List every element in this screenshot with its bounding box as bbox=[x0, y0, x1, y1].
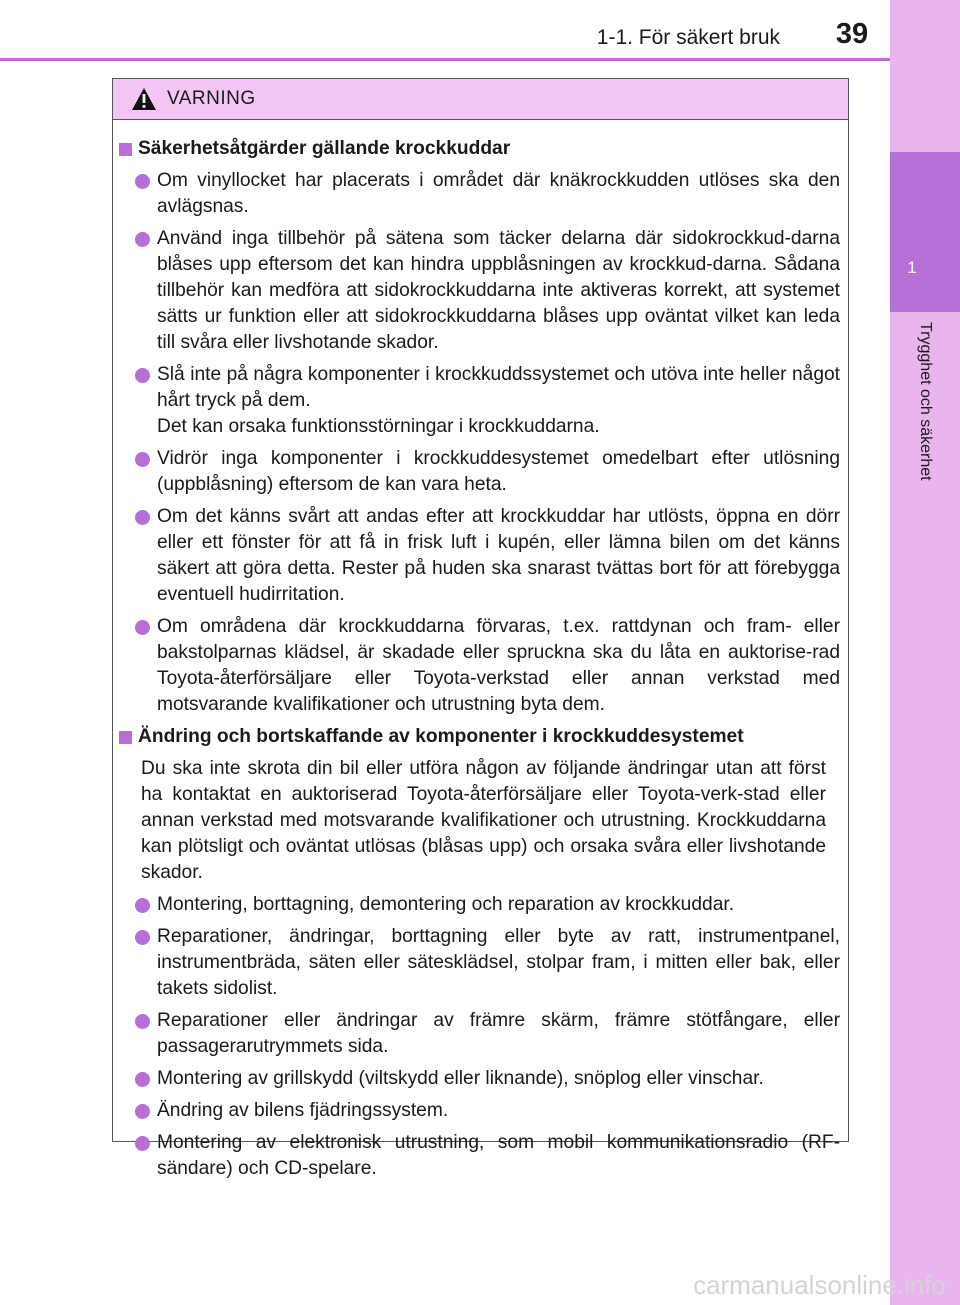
list-item bbox=[135, 226, 840, 356]
header-divider bbox=[0, 58, 890, 61]
list-item bbox=[135, 362, 840, 440]
list-item-text: Ändring av bilens fjädringssystem. bbox=[157, 1100, 449, 1121]
page-number: 39 bbox=[835, 18, 869, 50]
list-item-text: Reparationer, ändringar, borttagning eller byte av ratt, instrumentpanel, instrumentbräda, säten eller sätesklädsel, stolpar fram, i mitten eller bak, eller takets sidolist. bbox=[157, 926, 840, 999]
list-item-text: Montering av elektronisk utrustning, som mobil kommunikationsradio (RF-sändare) och CD-spelare. bbox=[157, 1132, 840, 1179]
circle-bullet-icon bbox=[135, 510, 150, 525]
warning-header bbox=[113, 79, 848, 120]
circle-bullet-icon bbox=[135, 1136, 150, 1151]
circle-bullet-icon bbox=[135, 1104, 150, 1119]
circle-bullet-icon bbox=[135, 452, 150, 467]
circle-bullet-icon bbox=[135, 368, 150, 383]
section-heading bbox=[119, 136, 840, 162]
chapter-label-text: Trygghet och säkerhet bbox=[917, 322, 934, 481]
list-item bbox=[135, 924, 840, 1002]
list-item-text bbox=[157, 362, 840, 440]
list-item bbox=[135, 446, 840, 498]
circle-bullet-icon bbox=[135, 898, 150, 913]
list-item-text: Montering av grillskydd (viltskydd eller liknande), snöplog eller vinschar. bbox=[157, 1068, 764, 1089]
circle-bullet-icon bbox=[135, 930, 150, 945]
list-item-text: Om det känns svårt att andas efter att krockkuddar har utlösts, öppna en dörr eller ett fönster för att få in frisk luft i kupén, eller lämna bilen om det känns säkert att göra detta. Rester på huden ska snarast tvättas bort för att förebygga eventuell hudirritation. bbox=[157, 506, 840, 605]
watermark: carmanualsonline.info bbox=[693, 1270, 946, 1300]
warning-title: VARNING bbox=[167, 88, 256, 109]
section-heading bbox=[119, 724, 840, 750]
warning-triangle-icon bbox=[131, 87, 157, 111]
list-item bbox=[135, 504, 840, 608]
list-item bbox=[135, 1066, 840, 1092]
section-heading-text: Ändring och bortskaffande av komponenter i krockkuddesystemet bbox=[138, 726, 744, 747]
chapter-number: 1 bbox=[907, 258, 917, 277]
circle-bullet-icon bbox=[135, 1072, 150, 1087]
section-intro: Du ska inte skrota din bil eller utföra någon av följande ändringar utan att först ha kontaktat en auktoriserad Toyota-återförsäljare eller Toyota-verk-stad eller annan verkstad med motsvarande kvalifikationer och utrustning. Krockkuddarna kan plötsligt och oväntat utlösas (blåsas upp) och orsaka svåra eller livshotande skador. bbox=[141, 758, 826, 883]
list-item-text: Montering, borttagning, demontering och reparation av krockkuddar. bbox=[157, 894, 735, 915]
list-item-text: Om vinyllocket har placerats i området där knäkrockkudden utlöses ska den avlägsnas. bbox=[157, 170, 840, 217]
list-item bbox=[135, 614, 840, 718]
list-item-text: Använd inga tillbehör på sätena som täcker delarna där sidokrockkud-darna blåses upp eftersom det kan hindra uppblåsningen av krockkud-darna. Sådana tillbehör kan medföra att sidokrockkuddarna inte aktiveras korrekt, att systemet sätts ur funktion eller att sidokrockkuddarna blåses upp oväntat vilket kan leda till svåra eller livshotande skador. bbox=[157, 228, 840, 353]
circle-bullet-icon bbox=[135, 174, 150, 189]
list-item-text-line: Slå inte på några komponenter i krockkuddssystemet och utöva inte heller något hårt tryck på dem. bbox=[157, 364, 840, 411]
list-item-text: Vidrör inga komponenter i krockkuddesystemet omedelbart efter utlösning (uppblåsning) eftersom de kan vara heta. bbox=[157, 448, 840, 495]
square-bullet-icon bbox=[119, 143, 132, 156]
list-item bbox=[135, 1008, 840, 1060]
list-item bbox=[135, 168, 840, 220]
side-tab-active bbox=[890, 152, 960, 312]
list-item bbox=[135, 1098, 840, 1124]
list-item-text-line: Det kan orsaka funktionsstörningar i krockkuddarna. bbox=[157, 416, 600, 437]
chapter-label bbox=[890, 322, 934, 542]
square-bullet-icon bbox=[119, 731, 132, 744]
circle-bullet-icon bbox=[135, 620, 150, 635]
section-title: 1-1. För säkert bruk bbox=[596, 26, 780, 49]
warning-box bbox=[112, 78, 849, 1179]
list-item-text: Om områdena där krockkuddarna förvaras, t.ex. rattdynan och fram- eller bakstolparnas klädsel, är skadade eller spruckna ska du låta en auktorise-rad Toyota-återförsäljare eller Toyota-verkstad eller annan verkstad med motsvarande kvalifikationer och utrustning byta dem. bbox=[157, 616, 840, 715]
circle-bullet-icon bbox=[135, 232, 150, 247]
list-item bbox=[135, 892, 840, 918]
section-heading-text: Säkerhetsåtgärder gällande krockkuddar bbox=[138, 138, 511, 159]
warning-body bbox=[113, 120, 848, 1182]
list-item-text: Reparationer eller ändringar av främre skärm, främre stötfångare, eller passagerarutrymmets sida. bbox=[157, 1010, 840, 1057]
circle-bullet-icon bbox=[135, 1014, 150, 1029]
list-item bbox=[135, 1130, 840, 1182]
